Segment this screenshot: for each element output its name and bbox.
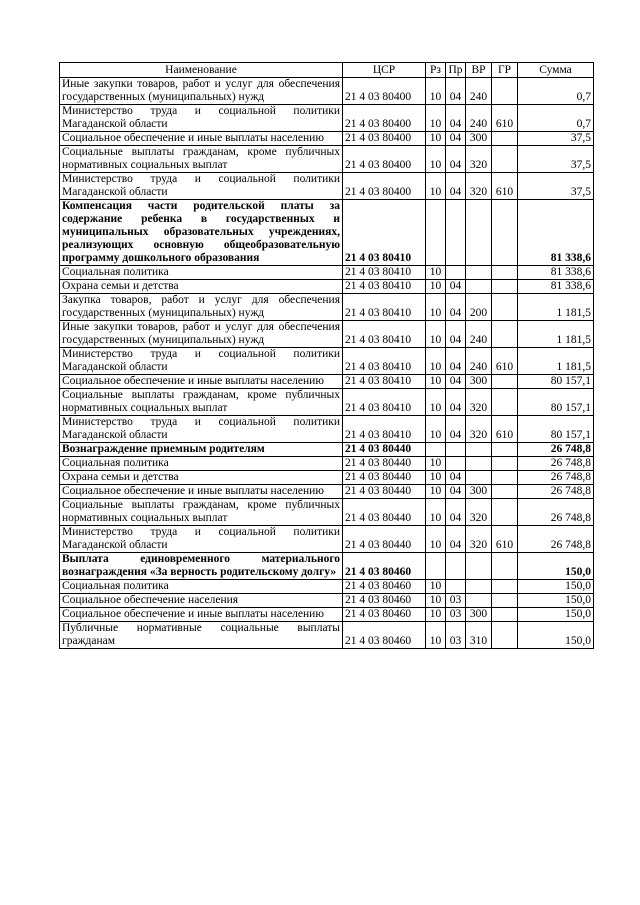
table-row	[60, 78, 594, 105]
cell-pr: 04	[446, 78, 466, 105]
cell-gr: 610	[492, 105, 518, 132]
cell-csr: 21 4 03 80400	[343, 173, 426, 200]
cell-csr: 21 4 03 80400	[343, 132, 426, 146]
table-row	[60, 485, 594, 499]
cell-name: Иные закупки товаров, работ и услуг для обеспечения государственных (муниципальных) нужд	[60, 78, 343, 105]
cell-pr: 04	[446, 499, 466, 526]
cell-csr: 21 4 03 80440	[343, 471, 426, 485]
cell-name: Социальные выплаты гражданам, кроме публичных нормативных социальных выплат	[60, 499, 343, 526]
table-row	[60, 526, 594, 553]
cell-csr: 21 4 03 80440	[343, 485, 426, 499]
cell-name: Социальные выплаты гражданам, кроме публичных нормативных социальных выплат	[60, 146, 343, 173]
table-row	[60, 321, 594, 348]
cell-csr: 21 4 03 80460	[343, 608, 426, 622]
cell-vr: 320	[466, 526, 492, 553]
cell-sum: 81 338,6	[518, 266, 594, 280]
cell-csr: 21 4 03 80410	[343, 348, 426, 375]
cell-rz: 10	[426, 526, 446, 553]
cell-csr: 21 4 03 80410	[343, 280, 426, 294]
cell-rz: 10	[426, 471, 446, 485]
cell-sum: 26 748,8	[518, 499, 594, 526]
header-name: Наименование	[60, 63, 343, 78]
cell-pr: 03	[446, 594, 466, 608]
table-row	[60, 622, 594, 649]
cell-gr	[492, 443, 518, 457]
cell-rz	[426, 200, 446, 266]
cell-gr: 610	[492, 173, 518, 200]
budget-table	[59, 62, 594, 649]
header-csr: ЦСР	[343, 63, 426, 78]
cell-name: Министерство труда и социальной политики Магаданской области	[60, 348, 343, 375]
cell-rz: 10	[426, 622, 446, 649]
cell-vr: 320	[466, 416, 492, 443]
cell-csr: 21 4 03 80460	[343, 580, 426, 594]
cell-vr: 300	[466, 375, 492, 389]
cell-vr: 320	[466, 499, 492, 526]
cell-gr: 610	[492, 416, 518, 443]
cell-gr	[492, 608, 518, 622]
cell-name: Компенсация части родительской платы за содержание ребенка в государственных и муниципальных образовательных учреждениях, реализующих основную общеобразовательную программу дошкольного образования	[60, 200, 343, 266]
cell-sum: 0,7	[518, 105, 594, 132]
header-pr: Пр	[446, 63, 466, 78]
table-row	[60, 294, 594, 321]
cell-name: Публичные нормативные социальные выплаты гражданам	[60, 622, 343, 649]
table-row	[60, 132, 594, 146]
cell-name: Иные закупки товаров, работ и услуг для обеспечения государственных (муниципальных) нужд	[60, 321, 343, 348]
cell-rz: 10	[426, 132, 446, 146]
cell-rz: 10	[426, 78, 446, 105]
cell-name: Социальное обеспечение и иные выплаты населению	[60, 485, 343, 499]
cell-name: Социальное обеспечение и иные выплаты населению	[60, 608, 343, 622]
cell-sum: 81 338,6	[518, 200, 594, 266]
cell-rz: 10	[426, 457, 446, 471]
cell-gr	[492, 280, 518, 294]
cell-vr: 300	[466, 485, 492, 499]
cell-rz: 10	[426, 416, 446, 443]
header-rz: Рз	[426, 63, 446, 78]
cell-sum: 1 181,5	[518, 321, 594, 348]
cell-csr: 21 4 03 80410	[343, 416, 426, 443]
cell-vr	[466, 200, 492, 266]
header-gr: ГР	[492, 63, 518, 78]
cell-csr: 21 4 03 80410	[343, 200, 426, 266]
cell-pr: 04	[446, 294, 466, 321]
cell-pr: 04	[446, 416, 466, 443]
cell-csr: 21 4 03 80460	[343, 594, 426, 608]
cell-gr	[492, 622, 518, 649]
cell-name: Закупка товаров, работ и услуг для обеспечения государственных (муниципальных) нужд	[60, 294, 343, 321]
cell-gr	[492, 266, 518, 280]
cell-name: Социальные выплаты гражданам, кроме публичных нормативных социальных выплат	[60, 389, 343, 416]
cell-rz: 10	[426, 375, 446, 389]
cell-vr	[466, 594, 492, 608]
cell-csr: 21 4 03 80410	[343, 294, 426, 321]
cell-name: Министерство труда и социальной политики Магаданской области	[60, 526, 343, 553]
cell-sum: 1 181,5	[518, 348, 594, 375]
cell-vr	[466, 266, 492, 280]
cell-gr	[492, 375, 518, 389]
cell-pr: 04	[446, 146, 466, 173]
table-row	[60, 608, 594, 622]
cell-csr: 21 4 03 80410	[343, 266, 426, 280]
cell-pr: 04	[446, 389, 466, 416]
cell-gr	[492, 200, 518, 266]
cell-gr	[492, 146, 518, 173]
table-body	[60, 78, 594, 649]
cell-sum: 37,5	[518, 146, 594, 173]
cell-name: Социальная политика	[60, 266, 343, 280]
cell-pr	[446, 580, 466, 594]
cell-vr: 240	[466, 321, 492, 348]
cell-vr: 240	[466, 78, 492, 105]
cell-rz: 10	[426, 146, 446, 173]
cell-sum: 150,0	[518, 553, 594, 580]
table-row	[60, 499, 594, 526]
cell-pr: 04	[446, 132, 466, 146]
cell-vr: 240	[466, 348, 492, 375]
cell-sum: 80 157,1	[518, 389, 594, 416]
cell-rz: 10	[426, 608, 446, 622]
cell-csr: 21 4 03 80400	[343, 105, 426, 132]
cell-name: Социальная политика	[60, 580, 343, 594]
cell-sum: 37,5	[518, 173, 594, 200]
cell-pr: 04	[446, 321, 466, 348]
table-row	[60, 553, 594, 580]
cell-name: Министерство труда и социальной политики Магаданской области	[60, 173, 343, 200]
cell-csr: 21 4 03 80460	[343, 622, 426, 649]
cell-vr: 320	[466, 146, 492, 173]
cell-rz: 10	[426, 499, 446, 526]
cell-rz: 10	[426, 580, 446, 594]
cell-sum: 1 181,5	[518, 294, 594, 321]
cell-gr	[492, 321, 518, 348]
cell-gr	[492, 389, 518, 416]
table-row	[60, 375, 594, 389]
cell-rz	[426, 553, 446, 580]
cell-rz: 10	[426, 594, 446, 608]
header-row	[60, 63, 594, 78]
cell-vr	[466, 457, 492, 471]
cell-rz: 10	[426, 266, 446, 280]
cell-vr	[466, 580, 492, 594]
cell-gr	[492, 594, 518, 608]
table-row	[60, 471, 594, 485]
cell-rz: 10	[426, 294, 446, 321]
cell-vr: 320	[466, 389, 492, 416]
cell-pr	[446, 457, 466, 471]
cell-gr	[492, 132, 518, 146]
cell-csr: 21 4 03 80400	[343, 78, 426, 105]
cell-csr: 21 4 03 80410	[343, 389, 426, 416]
cell-gr	[492, 294, 518, 321]
cell-pr	[446, 553, 466, 580]
cell-pr: 04	[446, 375, 466, 389]
cell-rz: 10	[426, 280, 446, 294]
cell-sum: 150,0	[518, 594, 594, 608]
cell-rz: 10	[426, 105, 446, 132]
cell-name: Социальная политика	[60, 457, 343, 471]
cell-rz: 10	[426, 321, 446, 348]
cell-name: Охрана семьи и детства	[60, 471, 343, 485]
cell-pr	[446, 266, 466, 280]
cell-name: Охрана семьи и детства	[60, 280, 343, 294]
cell-csr: 21 4 03 80440	[343, 457, 426, 471]
cell-csr: 21 4 03 80440	[343, 499, 426, 526]
cell-csr: 21 4 03 80410	[343, 375, 426, 389]
cell-rz: 10	[426, 173, 446, 200]
cell-pr: 03	[446, 608, 466, 622]
table-row	[60, 443, 594, 457]
table-row	[60, 173, 594, 200]
cell-pr	[446, 200, 466, 266]
header-vr: ВР	[466, 63, 492, 78]
table-row	[60, 266, 594, 280]
cell-name: Министерство труда и социальной политики Магаданской области	[60, 105, 343, 132]
cell-pr: 04	[446, 173, 466, 200]
cell-pr: 04	[446, 526, 466, 553]
cell-vr: 300	[466, 608, 492, 622]
cell-rz: 10	[426, 389, 446, 416]
table-row	[60, 105, 594, 132]
cell-rz	[426, 443, 446, 457]
cell-vr: 300	[466, 132, 492, 146]
cell-csr: 21 4 03 80460	[343, 553, 426, 580]
table-row	[60, 200, 594, 266]
cell-vr: 240	[466, 105, 492, 132]
cell-csr: 21 4 03 80440	[343, 526, 426, 553]
cell-vr: 320	[466, 173, 492, 200]
cell-name: Социальное обеспечение и иные выплаты населению	[60, 132, 343, 146]
cell-name: Выплата единовременного материального вознаграждения «За верность родительскому долгу»	[60, 553, 343, 580]
cell-vr	[466, 553, 492, 580]
cell-csr: 21 4 03 80440	[343, 443, 426, 457]
table-row	[60, 389, 594, 416]
cell-gr: 610	[492, 526, 518, 553]
cell-gr	[492, 471, 518, 485]
cell-sum: 37,5	[518, 132, 594, 146]
header-sum: Сумма	[518, 63, 594, 78]
cell-vr	[466, 443, 492, 457]
cell-sum: 26 748,8	[518, 443, 594, 457]
table-row	[60, 146, 594, 173]
cell-sum: 80 157,1	[518, 416, 594, 443]
cell-gr	[492, 78, 518, 105]
cell-pr: 03	[446, 622, 466, 649]
cell-pr: 04	[446, 348, 466, 375]
cell-gr	[492, 457, 518, 471]
cell-name: Социальное обеспечение населения	[60, 594, 343, 608]
cell-name: Министерство труда и социальной политики Магаданской области	[60, 416, 343, 443]
cell-sum: 81 338,6	[518, 280, 594, 294]
cell-sum: 150,0	[518, 608, 594, 622]
cell-sum: 26 748,8	[518, 526, 594, 553]
table-row	[60, 594, 594, 608]
cell-name: Вознаграждение приемным родителям	[60, 443, 343, 457]
cell-pr: 04	[446, 280, 466, 294]
cell-gr: 610	[492, 348, 518, 375]
cell-rz: 10	[426, 485, 446, 499]
cell-pr: 04	[446, 105, 466, 132]
cell-vr	[466, 471, 492, 485]
cell-sum: 26 748,8	[518, 471, 594, 485]
table-row	[60, 457, 594, 471]
table-row	[60, 280, 594, 294]
cell-sum: 150,0	[518, 580, 594, 594]
cell-rz: 10	[426, 348, 446, 375]
cell-gr	[492, 499, 518, 526]
cell-sum: 80 157,1	[518, 375, 594, 389]
cell-name: Социальное обеспечение и иные выплаты населению	[60, 375, 343, 389]
cell-pr: 04	[446, 485, 466, 499]
cell-pr	[446, 443, 466, 457]
cell-sum: 26 748,8	[518, 485, 594, 499]
cell-csr: 21 4 03 80410	[343, 321, 426, 348]
cell-sum: 150,0	[518, 622, 594, 649]
cell-vr: 200	[466, 294, 492, 321]
cell-gr	[492, 485, 518, 499]
cell-csr: 21 4 03 80400	[343, 146, 426, 173]
cell-vr: 310	[466, 622, 492, 649]
cell-sum: 26 748,8	[518, 457, 594, 471]
table-row	[60, 416, 594, 443]
table-row	[60, 580, 594, 594]
cell-sum: 0,7	[518, 78, 594, 105]
cell-gr	[492, 580, 518, 594]
cell-gr	[492, 553, 518, 580]
cell-vr	[466, 280, 492, 294]
table-row	[60, 348, 594, 375]
cell-pr: 04	[446, 471, 466, 485]
